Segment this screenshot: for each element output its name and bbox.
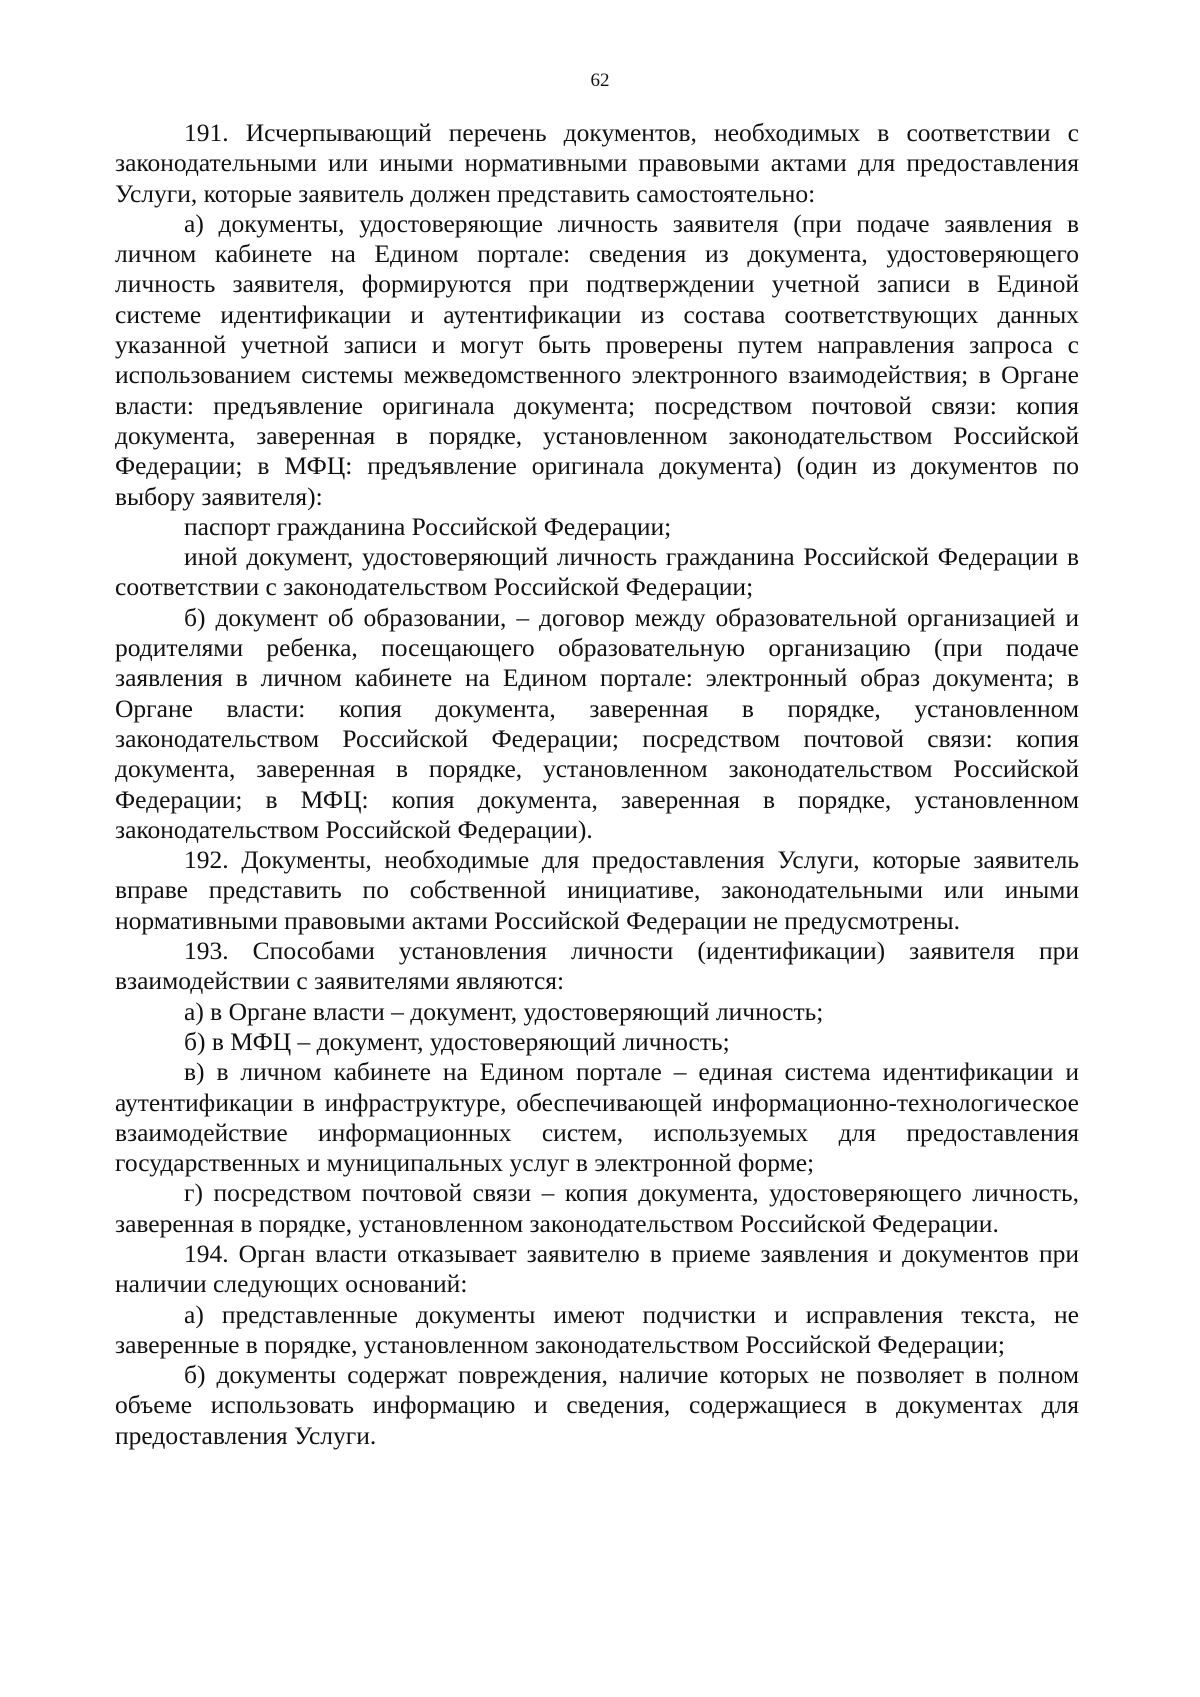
- paragraph-192: 192. Документы, необходимые для предоставления Услуги, которые заявитель вправе представить по собственной инициативе, законодательными или иными нормативными правовыми актами Российской Федерации не предусмотрены.: [115, 845, 1079, 935]
- paragraph-other-id-document: иной документ, удостоверяющий личность гражданина Российской Федерации в соответствии с законодательством Российской Федерации;: [115, 542, 1079, 602]
- paragraph-194-b: б) документы содержат повреждения, наличие которых не позволяет в полном объеме использовать информацию и сведения, содержащиеся в документах для предоставления Услуги.: [115, 1360, 1079, 1450]
- paragraph-193-v: в) в личном кабинете на Едином портале – единая система идентификации и аутентификации в инфраструктуре, обеспечивающей информационно-технологическое взаимодействие информационных систем, используемых для предоставления государственных и муниципальных услуг в электронной форме;: [115, 1057, 1079, 1178]
- paragraph-191-a: а) документы, удостоверяющие личность заявителя (при подаче заявления в личном кабинете на Едином портале: сведения из документа, удостоверяющего личность заявителя, формируются при подтверждении учетной записи в Единой системе идентификации и аутентификации из состава соответствующих данных указанной учетной записи и могут быть проверены путем направления запроса с использованием системы межведомственного электронного взаимодействия; в Органе власти: предъявление оригинала документа; посредством почтовой связи: копия документа, заверенная в порядке, установленном законодательством Российской Федерации; в МФЦ: предъявление оригинала документа) (один из документов по выбору заявителя):: [115, 208, 1079, 511]
- paragraph-passport: паспорт гражданина Российской Федерации;: [184, 511, 672, 541]
- paragraph-194: 194. Орган власти отказывает заявителю в приеме заявления и документов при наличии следующих оснований:: [115, 1238, 1079, 1299]
- page-number: 62: [590, 70, 610, 91]
- paragraph-191: 191. Исчерпывающий перечень документов, необходимых в соответствии с законодательными или иными нормативными правовыми актами для предоставления Услуги, которые заявитель должен представить самостоятельно:: [115, 118, 1079, 208]
- document-body: [115, 118, 1079, 1451]
- paragraph-193: 193. Способами установления личности (идентификации) заявителя при взаимодействии с заявителями являются:: [115, 936, 1079, 996]
- paragraph-193-g: г) посредством почтовой связи – копия документа, удостоверяющего личность, заверенная в порядке, установленном законодательством Российской Федерации.: [115, 1178, 1079, 1238]
- paragraph-191-b: б) документ об образовании, – договор между образовательной организацией и родителями ребенка, посещающего образовательную организацию (при подаче заявления в личном кабинете на Едином портале: электронный образ документа; в Органе власти: копия документа, заверенная в порядке, установленном законодательством Российской Федерации; посредством почтовой связи: копия документа, заверенная в порядке, установленном законодательством Российской Федерации; в МФЦ: копия документа, заверенная в порядке, установленном законодательством Российской Федерации).: [115, 602, 1079, 844]
- paragraph-193-a: а) в Органе власти – документ, удостоверяющий личность;: [184, 996, 824, 1026]
- paragraph-194-a: а) представленные документы имеют подчистки и исправления текста, не заверенные в порядке, установленном законодательством Российской Федерации;: [115, 1299, 1079, 1359]
- paragraph-193-b: б) в МФЦ – документ, удостоверяющий личность;: [184, 1026, 730, 1056]
